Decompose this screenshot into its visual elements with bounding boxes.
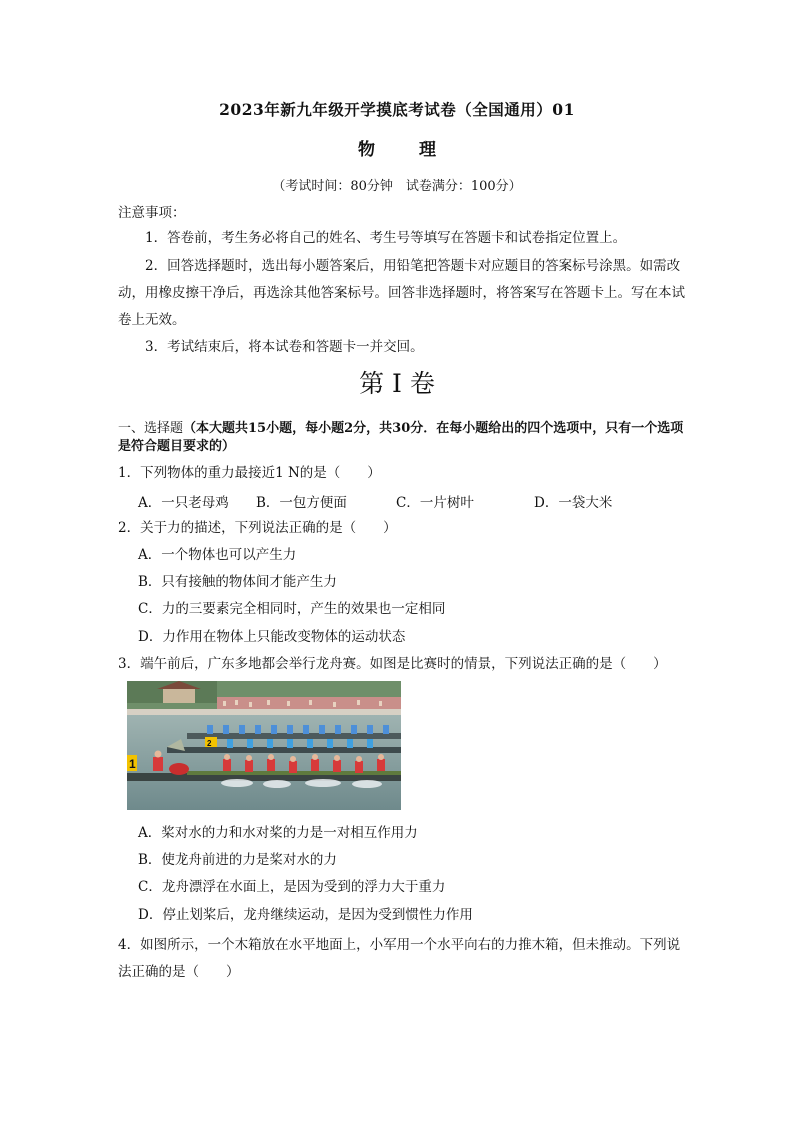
question-1-option-b: B．一包方便面 <box>256 495 347 511</box>
dragon-boat-race-photo <box>127 681 401 810</box>
question-4-stem: 4．如图所示，一个木箱放在水平地面上，小军用一个水平向右的力推木箱，但未推动。下列说法正确的是（ ） <box>118 937 681 980</box>
notice-item-1: 1．答卷前，考生务必将自己的姓名、考生号等填写在答题卡和试卷指定位置上。 <box>145 230 627 246</box>
exam-title: 2023年新九年级开学摸底考试卷（全国通用）01 <box>219 100 575 119</box>
question-1-option-a: A．一只老母鸡 <box>138 495 229 511</box>
boat-number-1: 1 <box>129 757 136 771</box>
question-2-option-a: A．一个物体也可以产生力 <box>138 547 297 563</box>
notice-heading: 注意事项： <box>118 205 186 221</box>
question-2-option-c: C．力的三要素完全相同时，产生的效果也一定相同 <box>138 601 446 617</box>
section-heading <box>118 420 688 456</box>
question-2-option-b: B．只有接触的物体间才能产生力 <box>138 574 337 590</box>
question-1-stem: 1．下列物体的重力最接近1 N的是（ ） <box>118 465 381 481</box>
question-2-option-d: D．力作用在物体上只能改变物体的运动状态 <box>138 629 406 645</box>
question-3-stem: 3．端午前后，广东多地都会举行龙舟赛。如图是比赛时的情景，下列说法正确的是（ ） <box>118 656 667 672</box>
question-3-option-d: D．停止划桨后，龙舟继续运动，是因为受到惯性力作用 <box>138 907 473 923</box>
question-2-stem: 2．关于力的描述，下列说法正确的是（ ） <box>118 520 397 536</box>
notice-item-3: 3．考试结束后，将本试卷和答题卡一并交回。 <box>145 339 424 355</box>
subject-title: 物理 <box>358 140 480 160</box>
question-3-option-a: A．桨对水的力和水对桨的力是一对相互作用力 <box>138 825 418 841</box>
section-instructions: （本大题共15小题，每小题2分，共30分．在每小题给出的四个选项中，只有一个选项是符合题目要求的） <box>118 421 684 454</box>
boat-number-2: 2 <box>207 739 212 748</box>
section-number: 一、选择题 <box>118 421 184 436</box>
question-1-option-c: C．一片树叶 <box>396 495 474 511</box>
notice-item-2: 2．回答选择题时，选出每小题答案后，用铅笔把答题卡对应题目的答案标号涂黑。如需改动，用橡皮擦干净后，再选涂其他答案标号。回答非选择题时，将答案写在答题卡上。写在本试卷上无效。 <box>118 258 685 328</box>
question-3-option-c: C．龙舟漂浮在水面上，是因为受到的浮力大于重力 <box>138 879 446 895</box>
question-3-option-b: B．使龙舟前进的力是桨对水的力 <box>138 852 337 868</box>
question-1-options <box>138 491 698 511</box>
exam-time-and-score: （考试时间：80分钟 试卷满分：100分） <box>272 179 522 194</box>
volume-heading: 第 I 卷 <box>359 369 435 398</box>
question-1-option-d: D．一袋大米 <box>534 495 613 511</box>
